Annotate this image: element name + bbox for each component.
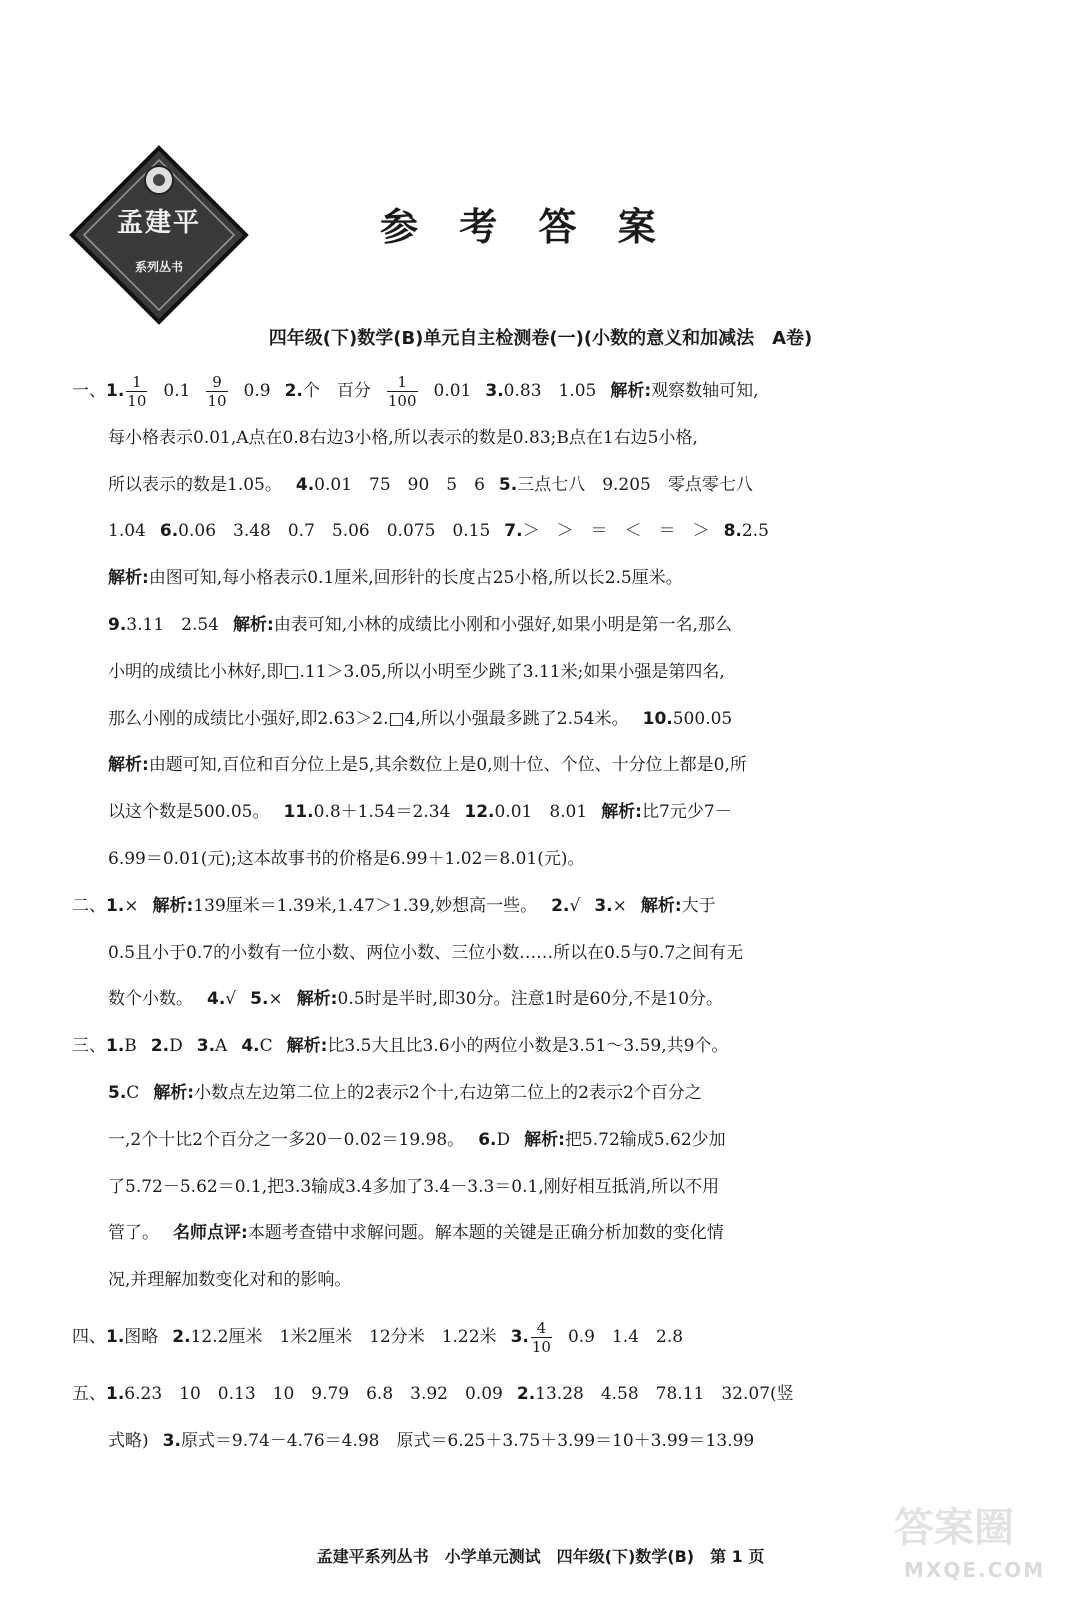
fraction: $\frac{1}{10}$ xyxy=(127,373,147,410)
text-line: 三、1.B 2.D 3.A 4.C 解析:比3.5大且比3.6小的两位小数是3.51～3.59,共9个。 xyxy=(72,1036,729,1057)
page-title: 参 考 答 案 xyxy=(380,205,670,249)
exam-subtitle: 四年级(下)数学(B)单元自主检测卷(一)(小数的意义和加减法 A卷) xyxy=(268,328,813,349)
text-line: 9.3.11 2.54 解析:由表可知,小林的成绩比小刚和小强好,如果小明是第一名,那么 xyxy=(108,614,733,635)
text-line: 况,并理解加数变化对和的影响。 xyxy=(108,1270,352,1291)
watermark-url-text: MXQE.COM xyxy=(904,1558,1046,1582)
text-line: 解析:由题可知,百位和百分位上是5,其余数位上是0,则十位、个位、十分位上都是0,所 xyxy=(108,755,747,776)
fraction: $\frac{4}{10}$ xyxy=(531,1318,551,1356)
logo-series-text: 系列丛书 xyxy=(134,260,183,274)
watermark-logo-text: 答案圈 xyxy=(894,1505,1014,1551)
text-line: 5.C 解析:小数点左边第二位上的2表示2个十,右边第二位上的2表示2个百分之 xyxy=(108,1082,702,1103)
page-footer: 孟建平系列丛书 小学单元测试 四年级(下)数学(B) 第 1 页 xyxy=(316,1547,765,1566)
text-line: 数个小数。 4.√ 5.× 解析:0.5时是半时,即30分。注意1时是60分,不是10分。 xyxy=(108,989,724,1010)
text-line: 管了。 名师点评:本题考查错中求解问题。解本题的关键是正确分析加数的变化情 xyxy=(108,1223,724,1244)
text-line: 一,2个十比2个百分之一多20－0.02＝19.98。 6.D 解析:把5.72输成5.62少加 xyxy=(108,1129,726,1150)
text-line: 1.04 6.0.06 3.48 0.7 5.06 0.075 0.15 7.＞ ＞ ＝ ＜ ＝ ＞ 8.2.5 xyxy=(108,521,769,542)
site-watermark xyxy=(880,1488,1070,1588)
answer-content xyxy=(72,368,960,1464)
text-line: 6.99＝0.01(元);这本故事书的价格是6.99＋1.02＝8.01(元)。 xyxy=(108,848,585,869)
text-line: 以这个数是500.05。 11.0.8＋1.54＝2.34 12.0.01 8.01 解析:比7元少7－ xyxy=(108,802,732,823)
text-line: 解析:由图可知,每小格表示0.1厘米,回形针的长度占25小格,所以长2.5厘米。 xyxy=(108,568,683,589)
text-line: 0.5且小于0.7的小数有一位小数、两位小数、三位小数……所以在0.5与0.7之间有无 xyxy=(108,942,744,963)
text-line: 所以表示的数是1.05。 4.0.01 75 90 5 6 5.三点七八 9.205 零点零七八 xyxy=(108,474,753,495)
text-line: 五、1.6.23 10 0.13 10 9.79 6.8 3.92 0.09 2.13.28 4.58 78.11 32.07(竖 xyxy=(72,1383,794,1404)
text-line: 了5.72－5.62＝0.1,把3.3输成3.4多加了3.4－3.3＝0.1,刚好相互抵消,所以不用 xyxy=(108,1176,720,1197)
text-line: 二、1.× 解析:139厘米＝1.39米,1.47＞1.39,妙想高一些。 2.√ 3.× 解析:大于 xyxy=(72,895,716,916)
text-line: 式略) 3.原式＝9.74－4.76＝4.98 原式＝6.25＋3.75＋3.99＝10＋3.99＝13.99 xyxy=(108,1430,755,1451)
fraction: $\frac{1}{100}$ xyxy=(387,373,417,410)
text-line: 小明的成绩比小林好,即□.11＞3.05,所以小明至少跳了3.11米;如果小强是第四名, xyxy=(108,661,725,682)
logo-brand-text: 孟建平 xyxy=(116,208,201,238)
fraction: $\frac{9}{10}$ xyxy=(207,373,227,410)
text-line: 四、1.图略 2.12.2厘米 1米2厘米 12分米 1.22米 3. $\frac{4}{10}$ 0.9 1.4 2.8 xyxy=(72,1318,684,1356)
text-line: 每小格表示0.01,A点在0.8右边3小格,所以表示的数是0.83;B点在1右边5小格, xyxy=(108,427,698,448)
text-line: 一、1. $\frac{1}{10}$ 0.1 $\frac{9}{10}$ 0.9 2.个 百分 $\frac{1}{100}$ 0.01 3.0.83 1.05 解析:观察数轴可知, xyxy=(72,373,759,410)
text-line: 那么小刚的成绩比小强好,即2.63＞2.□4,所以小强最多跳了2.54米。 10.500.05 xyxy=(108,708,733,729)
publisher-logo xyxy=(64,140,254,330)
